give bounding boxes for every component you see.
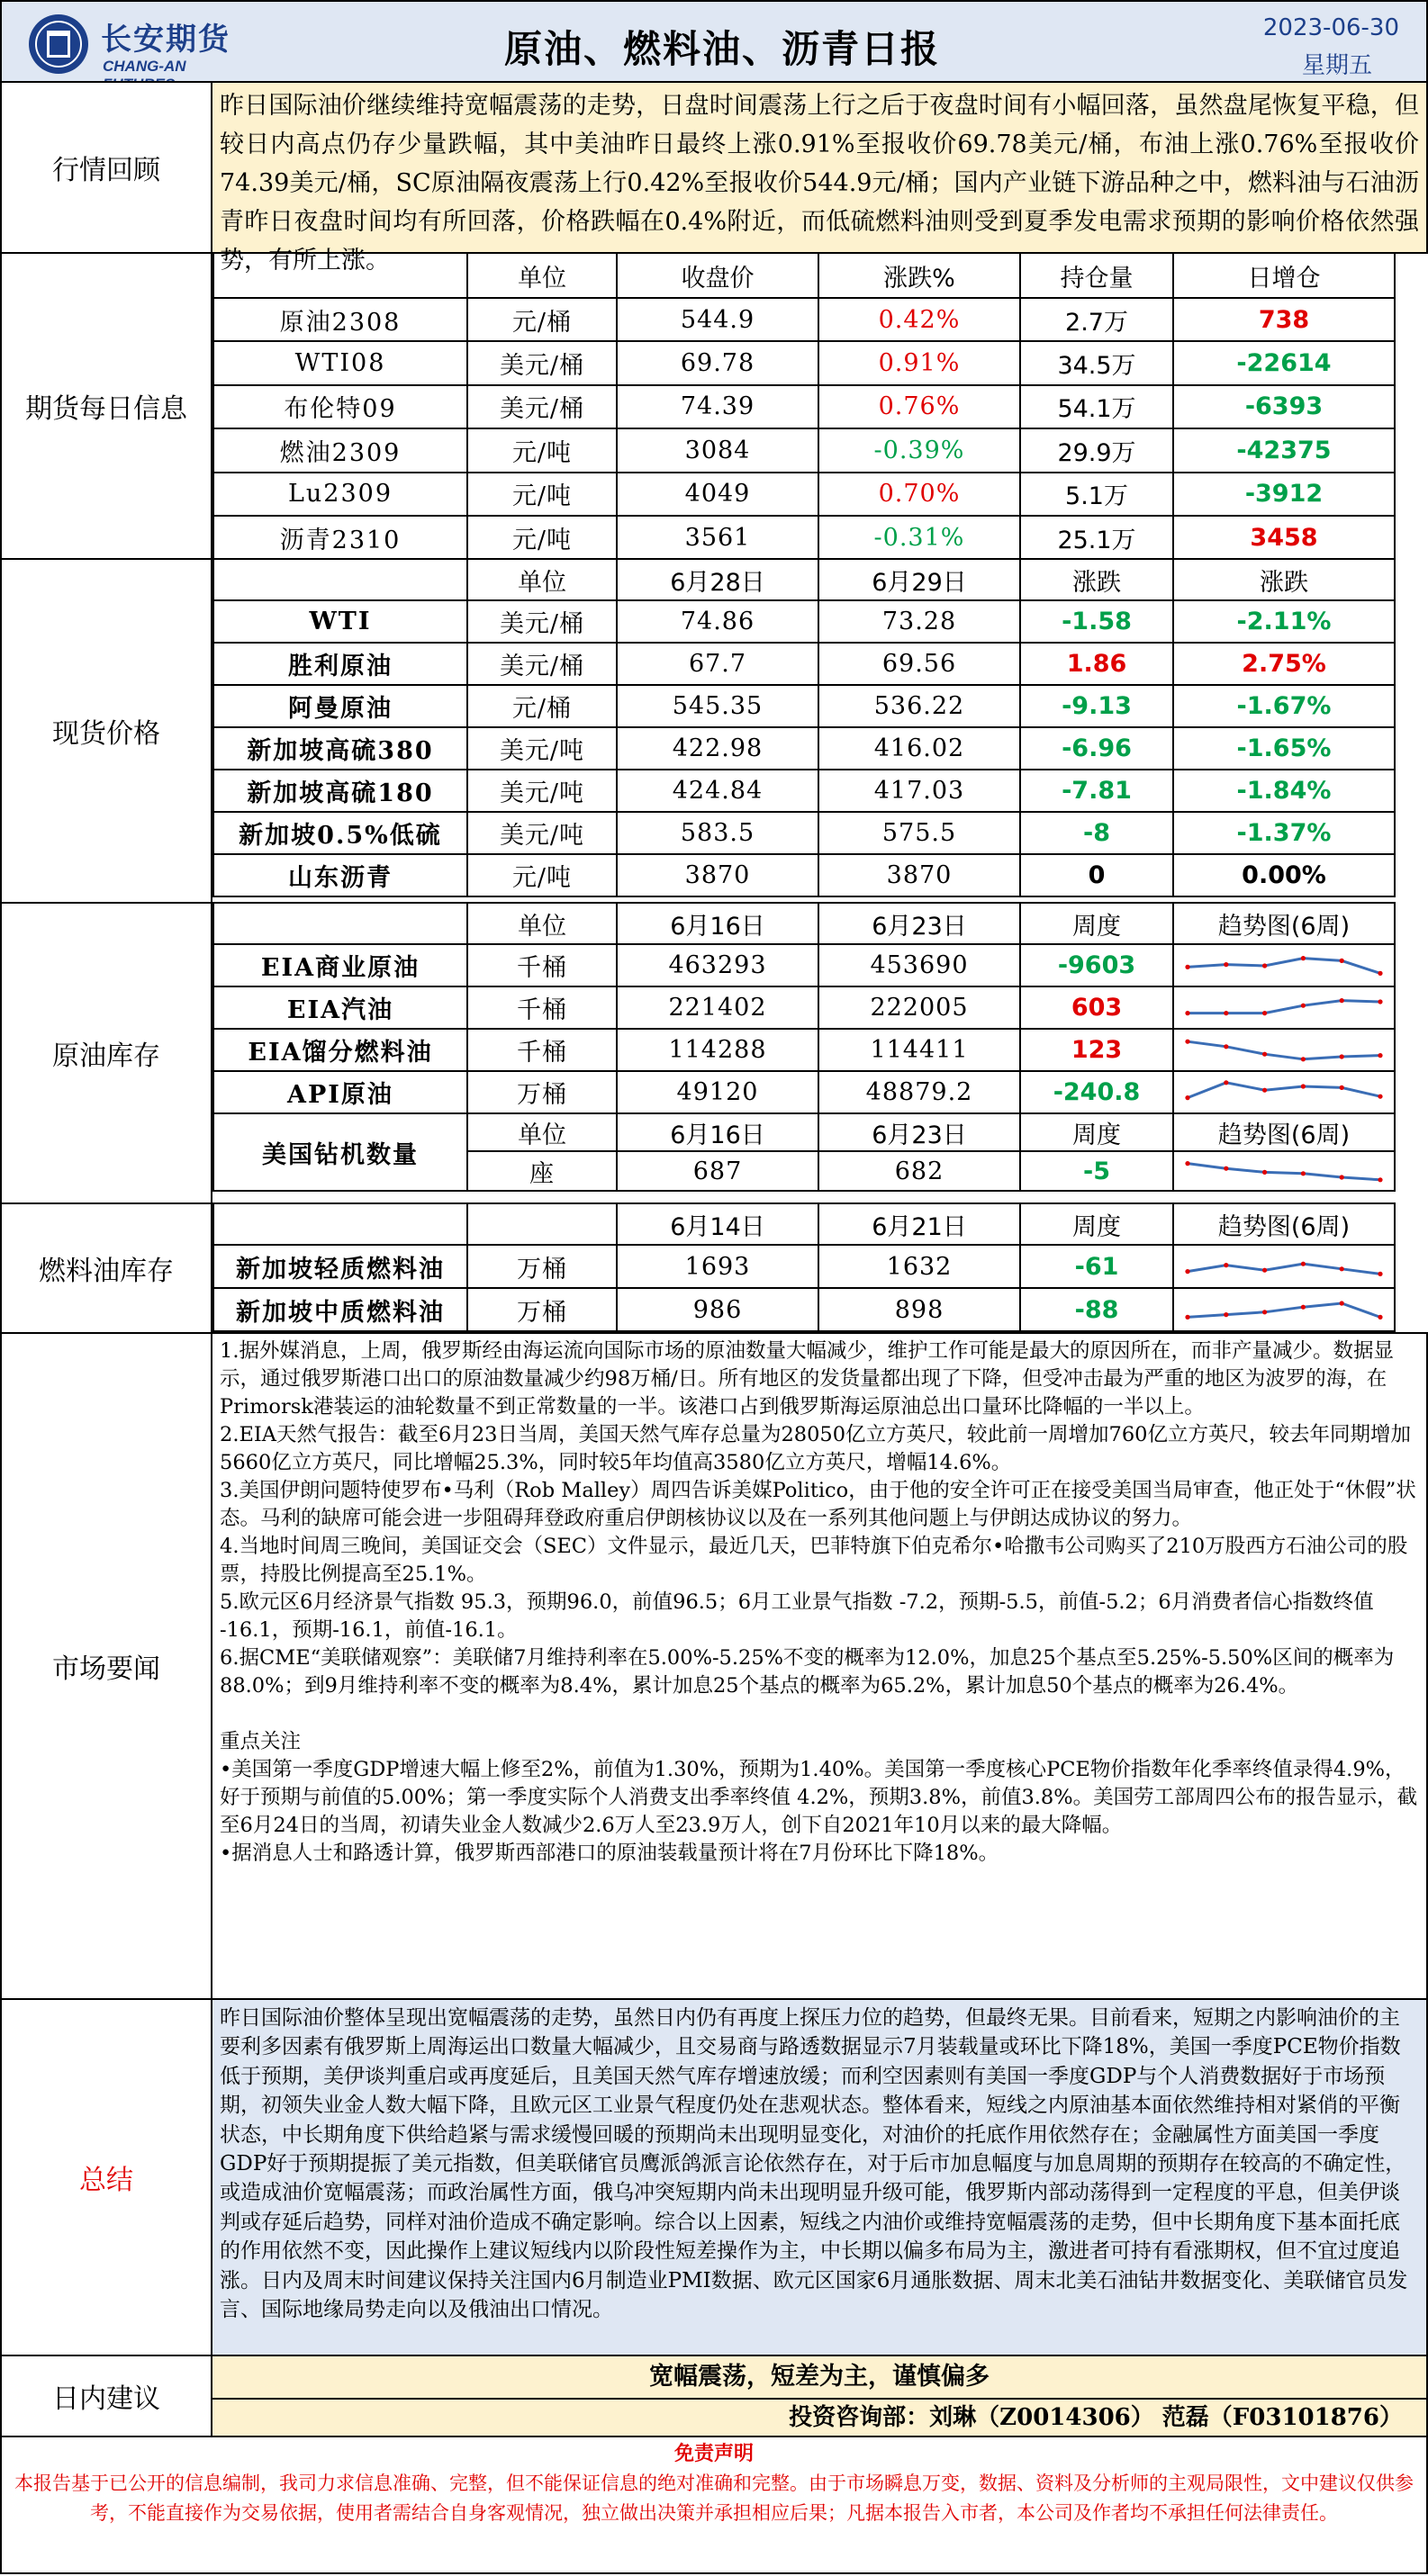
section-label: 日内建议 [0, 2355, 212, 2437]
inventory-week1: 49120 [617, 1071, 818, 1113]
trend-point [1262, 1087, 1267, 1092]
price-day2: 536.22 [818, 685, 1020, 727]
trend-point [1301, 1171, 1306, 1175]
news-item: 3.美国伊朗问题特使罗布•马利（Rob Malley）周四告诉美媒Politico，由于他的安全许可正在接受美国当局审查，他正处于“休假”状态。马利的缺席可能会进一步阻碍拜登政府重启伊朗核协议以及在一系列其他问题上与伊朗达成协议的努力。 [220, 1479, 1416, 1530]
disclaimer-title: 免责声明 [673, 2443, 754, 2465]
daily-oi-change: 3458 [1173, 516, 1395, 559]
rig-header-cell: 6月16日 [617, 1113, 818, 1151]
fuel-header-cell [213, 1203, 467, 1245]
spot-row [213, 727, 1395, 770]
report-weekday: 星期五 [1301, 52, 1372, 79]
trend-point [1262, 1310, 1267, 1314]
spot-name: 新加坡高硫180 [213, 770, 467, 812]
futures-row [213, 385, 1395, 428]
contract-name: 沥青2310 [213, 516, 467, 559]
focus-item: •据消息人士和路透计算，俄罗斯西部港口的原油装载量预计将在7月份环比下降18%。 [220, 1842, 999, 1865]
trend-line [1188, 1303, 1380, 1317]
rig-header-cell: 周度 [1020, 1113, 1173, 1151]
unit-cell: 元/吨 [467, 428, 617, 472]
unit-cell: 元/吨 [467, 854, 617, 896]
price-day2: 416.02 [818, 727, 1020, 770]
price-day1: 422.98 [617, 727, 818, 770]
trend-cell [1173, 1245, 1395, 1288]
trend-line [1188, 1082, 1380, 1097]
consultant-line: 投资咨询部：刘琳（Z0014306） 范磊（F03101876） [212, 2400, 1428, 2437]
trend-point [1262, 1268, 1267, 1273]
rig-header-cell: 趋势图(6周) [1173, 1113, 1395, 1151]
daily-oi-change: -22614 [1173, 341, 1395, 384]
spot-row [213, 812, 1395, 854]
trend-point [1224, 962, 1228, 967]
spot-name: 胜利原油 [213, 643, 467, 685]
trend-line [1188, 958, 1380, 973]
company-logo [22, 11, 256, 77]
inventory-header-cell [213, 903, 467, 944]
trend-point [1185, 964, 1189, 968]
contract-name: WTI08 [213, 341, 467, 384]
inventory-header-cell: 6月23日 [818, 903, 1020, 944]
unit-cell: 美元/吨 [467, 770, 617, 812]
weekly-change: 603 [1020, 986, 1173, 1029]
trend-point [1378, 1053, 1382, 1058]
rig-week1: 687 [617, 1151, 818, 1191]
crude-inventory-section [0, 902, 1428, 1204]
market-news-body [212, 1332, 1428, 2000]
unit-cell: 美元/桶 [467, 341, 617, 384]
section-label: 原油库存 [0, 902, 212, 1204]
trend-point [1340, 1301, 1344, 1305]
unit-cell: 元/桶 [467, 298, 617, 341]
inventory-header-cell: 单位 [467, 903, 617, 944]
trend-point [1378, 1315, 1382, 1320]
spot-header-cell: 6月28日 [617, 559, 818, 600]
inventory-header-cell: 趋势图(6周) [1173, 903, 1395, 944]
fuel-name: 新加坡轻质燃料油 [213, 1245, 467, 1288]
price-change-pct: -1.84% [1173, 770, 1395, 812]
futures-header-cell: 日增仓 [1173, 253, 1395, 298]
trend-point [1301, 1084, 1306, 1088]
trend-point [1340, 1175, 1344, 1179]
spacer [220, 1700, 1419, 1728]
trend-point [1224, 1044, 1228, 1049]
trend-point [1224, 1263, 1228, 1267]
price-day2: 3870 [818, 854, 1020, 896]
inventory-week1: 114288 [617, 1029, 818, 1071]
weekly-change: -9603 [1020, 944, 1173, 986]
trend-point [1301, 1305, 1306, 1310]
unit-cell: 千桶 [467, 986, 617, 1029]
inventory-row [213, 1071, 1395, 1113]
fuel-header-cell: 趋势图(6周) [1173, 1203, 1395, 1245]
price-change-pct: 0.00% [1173, 854, 1395, 896]
price-change: -7.81 [1020, 770, 1173, 812]
unit-cell: 元/桶 [467, 685, 617, 727]
unit-cell: 座 [467, 1151, 617, 1191]
open-interest: 29.9万 [1020, 428, 1173, 472]
fuel-header-cell: 6月14日 [617, 1203, 818, 1245]
unit-cell: 美元/桶 [467, 600, 617, 643]
logo-cn-text: 长安期货 [101, 22, 230, 58]
trend-point [1185, 1269, 1189, 1274]
fuel-week1: 1693 [617, 1245, 818, 1288]
price-change-pct: -1.67% [1173, 685, 1395, 727]
inventory-row [213, 1029, 1395, 1071]
unit-cell: 元/吨 [467, 516, 617, 559]
inventory-week2: 48879.2 [818, 1071, 1020, 1113]
trend-point [1262, 1051, 1267, 1056]
trend-point [1224, 1011, 1228, 1015]
disclaimer [0, 2436, 1428, 2574]
market-news-section [0, 1332, 1428, 2000]
price-day2: 417.03 [818, 770, 1020, 812]
daily-oi-change: -3912 [1173, 473, 1395, 516]
trend-point [1185, 1011, 1189, 1015]
unit-cell: 美元/吨 [467, 727, 617, 770]
trend-sparkline [1180, 950, 1387, 982]
price-change-pct: -1.65% [1173, 727, 1395, 770]
change-pct: -0.31% [818, 516, 1020, 559]
rig-week2: 682 [818, 1151, 1020, 1191]
fuel-week1: 986 [617, 1288, 818, 1331]
trend-cell [1173, 1029, 1395, 1071]
news-item: 1.据外媒消息，上周，俄罗斯经由海运流向国际市场的原油数量大幅减少，维护工作可能是最大的原因所在，而非产量减少。数据显示，通过俄罗斯港口出口的原油数量减少约98万桶/日。所有地区的发货量都出现了下降，但受冲击最为严重的地区为波罗的海，在Primorsk港装运的油轮数量不到正常数量的一半。该港口占到俄罗斯海运原油总出口量环比降幅的一半以上。 [220, 1339, 1394, 1419]
trend-point [1378, 970, 1382, 975]
rig-count-name: 美国钻机数量 [213, 1113, 467, 1191]
rig-weekly-change: -5 [1020, 1151, 1173, 1191]
section-label: 期货每日信息 [0, 252, 212, 560]
futures-row [213, 473, 1395, 516]
unit-cell: 万桶 [467, 1245, 617, 1288]
inventory-header-cell: 周度 [1020, 903, 1173, 944]
fuel-week2: 898 [818, 1288, 1020, 1331]
trend-point [1301, 956, 1306, 960]
open-interest: 2.7万 [1020, 298, 1173, 341]
close-price: 69.78 [617, 341, 818, 384]
spot-name: WTI [213, 600, 467, 643]
inventory-week1: 463293 [617, 944, 818, 986]
trend-line [1188, 1000, 1380, 1013]
price-day1: 583.5 [617, 812, 818, 854]
trend-point [1262, 963, 1267, 968]
price-change: 0 [1020, 854, 1173, 896]
trend-cell [1173, 1288, 1395, 1331]
futures-row [213, 341, 1395, 384]
logo-en-text: CHANG-AN [103, 58, 186, 75]
trend-line [1188, 1164, 1380, 1180]
trend-sparkline [1180, 1076, 1387, 1109]
spot-header-cell: 涨跌 [1173, 559, 1395, 600]
report-header [0, 0, 1428, 83]
fuel-header-cell: 6月21日 [818, 1203, 1020, 1245]
inventory-name: EIA商业原油 [213, 944, 467, 986]
trend-point [1378, 999, 1382, 1004]
spot-row [213, 600, 1395, 643]
spot-row [213, 854, 1395, 896]
trend-cell [1173, 1151, 1395, 1191]
close-price: 544.9 [617, 298, 818, 341]
trend-point [1301, 1003, 1306, 1007]
trend-cell [1173, 1071, 1395, 1113]
news-item: 5.欧元区6月经济景气指数 95.3，预期96.0，前值96.5；6月工业景气指数 -7.2，预期-5.5，前值-5.2；6月消费者信心指数终值 -16.1，预期-16.1，前值-16.1。 [220, 1590, 1374, 1642]
daily-oi-change: 738 [1173, 298, 1395, 341]
close-price: 4049 [617, 473, 818, 516]
trend-line [1188, 1264, 1380, 1274]
trend-sparkline [1180, 1034, 1387, 1067]
futures-header-cell: 涨跌% [818, 253, 1020, 298]
trend-sparkline [1180, 1250, 1387, 1283]
spot-row [213, 643, 1395, 685]
inventory-row [213, 986, 1395, 1029]
price-day1: 545.35 [617, 685, 818, 727]
spot-name: 新加坡高硫380 [213, 727, 467, 770]
price-day2: 73.28 [818, 600, 1020, 643]
inventory-week2: 453690 [818, 944, 1020, 986]
news-item: 2.EIA天然气报告：截至6月23日当周，美国天然气库存总量为28050亿立方英尺，较此前一周增加760亿立方英尺，较去年同期增加5660亿立方英尺，同比增幅25.3%，同时较5年均值高3580亿立方英尺，增幅14.6%。 [220, 1423, 1411, 1474]
focus-item: •美国第一季度GDP增速大幅上修至2%，前值为1.30%，预期为1.40%。美国第一季度核心PCE物价指数年化季率终值录得4.9%，好于预期与前值的5.00%；第一季度实际个人消费支出季率终值 4.2%，预期3.8%，前值3.8%。美国劳工部周四公布的报告显示，截至6月24日的当周，初请失业金人数减少2.6万人至23.9万人，创下自2021年10月以来的最大降幅。 [220, 1758, 1418, 1837]
disclaimer-text: 本报告基于已公开的信息编制，我司力求信息准确、完整，但不能保证信息的绝对准确和完整。由于市场瞬息万变，数据、资料及分析师的主观局限性，文中建议仅供参考，不能直接作为交易依据，使用者需结合自身客观情况，独立做出决策并承担相应后果；凡据本报告入市者，本公司及作者均不承担任何法律责任。 [14, 2472, 1414, 2524]
open-interest: 34.5万 [1020, 341, 1173, 384]
intraday-advice-section [0, 2355, 1428, 2437]
contract-name: 燃油2309 [213, 428, 467, 472]
weekly-change: -240.8 [1020, 1071, 1173, 1113]
spot-name: 阿曼原油 [213, 685, 467, 727]
spot-header-cell: 单位 [467, 559, 617, 600]
unit-cell: 美元/桶 [467, 643, 617, 685]
weekly-change: -61 [1020, 1245, 1173, 1288]
fuel-inventory-table [212, 1202, 1396, 1332]
trend-point [1185, 1161, 1189, 1166]
futures-header-cell: 单位 [467, 253, 617, 298]
rig-header-cell: 6月23日 [818, 1113, 1020, 1151]
fuel-header-cell: 周度 [1020, 1203, 1173, 1245]
crude-inventory-table [212, 902, 1396, 1192]
price-day1: 3870 [617, 854, 818, 896]
price-change: -8 [1020, 812, 1173, 854]
section-label: 总结 [0, 1998, 212, 2356]
fuel-week2: 1632 [818, 1245, 1020, 1288]
change-pct: 0.42% [818, 298, 1020, 341]
section-label: 行情回顾 [0, 81, 212, 254]
trend-point [1185, 1039, 1189, 1043]
inventory-name: EIA汽油 [213, 986, 467, 1029]
section-label: 燃料油库存 [0, 1202, 212, 1334]
spot-price-table [212, 558, 1396, 897]
price-day2: 69.56 [818, 643, 1020, 685]
weekly-change: -88 [1020, 1288, 1173, 1331]
futures-row [213, 516, 1395, 559]
section-label: 市场要闻 [0, 1332, 212, 2000]
daily-oi-change: -42375 [1173, 428, 1395, 472]
fuel-row [213, 1288, 1395, 1331]
inventory-week1: 221402 [617, 986, 818, 1029]
trend-point [1262, 1170, 1267, 1175]
trend-point [1378, 1272, 1382, 1276]
trend-point [1224, 1080, 1228, 1085]
futures-row [213, 298, 1395, 341]
daily-oi-change: -6393 [1173, 385, 1395, 428]
futures-table [212, 252, 1396, 560]
spot-header-cell [213, 559, 467, 600]
trend-point [1378, 1094, 1382, 1098]
advice-text: 宽幅震荡，短差为主，谨慎偏多 [212, 2355, 1428, 2400]
inventory-name: EIA馏分燃料油 [213, 1029, 467, 1071]
futures-header-cell [213, 253, 467, 298]
trend-cell [1173, 986, 1395, 1029]
weekly-change: 123 [1020, 1029, 1173, 1071]
trend-point [1340, 998, 1344, 1003]
rig-header-cell: 单位 [467, 1113, 617, 1151]
fuel-inventory-section [0, 1202, 1428, 1334]
fuel-row [213, 1245, 1395, 1288]
price-day1: 74.86 [617, 600, 818, 643]
contract-name: 布伦特09 [213, 385, 467, 428]
trend-point [1185, 1095, 1189, 1100]
trend-point [1340, 1085, 1344, 1089]
price-day2: 575.5 [818, 812, 1020, 854]
unit-cell: 元/吨 [467, 473, 617, 516]
news-item: 4.当地时间周三晚间，美国证交会（SEC）文件显示，最近几天，巴菲特旗下伯克希尔•哈撒韦公司购买了210万股西方石油公司的股票，持股比例提高至25.1%。 [220, 1535, 1408, 1586]
contract-name: 原油2308 [213, 298, 467, 341]
price-change-pct: -1.37% [1173, 812, 1395, 854]
change-pct: 0.70% [818, 473, 1020, 516]
inventory-header-cell: 6月16日 [617, 903, 818, 944]
price-change: 1.86 [1020, 643, 1173, 685]
fuel-name: 新加坡中质燃料油 [213, 1288, 467, 1331]
unit-cell: 美元/吨 [467, 812, 617, 854]
trend-point [1378, 1177, 1382, 1182]
change-pct: 0.91% [818, 341, 1020, 384]
trend-point [1301, 1262, 1306, 1266]
open-interest: 5.1万 [1020, 473, 1173, 516]
unit-cell: 千桶 [467, 944, 617, 986]
news-item: 6.据CME“美联储观察”：美联储7月维持利率在5.00%-5.25%不变的概率为12.0%，加息25个基点至5.25%-5.50%区间的概率为88.0%；到9月维持利率不变的概率为8.4%，累计加息25个基点的概率为65.2%，累计加息50个基点的概率为26.4%。 [220, 1646, 1395, 1698]
price-change-pct: 2.75% [1173, 643, 1395, 685]
price-change: -1.58 [1020, 600, 1173, 643]
unit-cell: 美元/桶 [467, 385, 617, 428]
inventory-week2: 222005 [818, 986, 1020, 1029]
futures-header-cell: 持仓量 [1020, 253, 1173, 298]
market-review-section [0, 81, 1428, 275]
trend-point [1340, 1266, 1344, 1271]
trend-cell [1173, 944, 1395, 986]
futures-row [213, 428, 1395, 472]
focus-title: 重点关注 [220, 1730, 302, 1753]
trend-point [1262, 1011, 1267, 1015]
price-day1: 67.7 [617, 643, 818, 685]
spot-section [0, 558, 1428, 904]
spot-header-cell: 6月29日 [818, 559, 1020, 600]
market-review-text: 昨日国际油价继续维持宽幅震荡的走势，日盘时间震荡上行之后于夜盘时间有小幅回落，虽然盘尾恢复平稳，但较日内高点仍存少量跌幅，其中美油昨日最终上涨0.91%至报收价69.78美元/桶，布油上涨0.76%至报收价74.39美元/桶，SC原油隔夜震荡上行0.42%至报收价544.9元/桶；国内产业链下游品种之中，燃料油与石油沥青昨日夜盘时间均有所回落，价格跌幅在0.4%附近，而低硫燃料油则受到夏季发电需求预期的影响价格依然强势，有所上涨。 [212, 81, 1428, 254]
spot-name: 山东沥青 [213, 854, 467, 896]
report-title: 原油、燃料油、沥青日报 [503, 27, 940, 71]
close-price: 74.39 [617, 385, 818, 428]
trend-point [1185, 1315, 1189, 1320]
trend-sparkline [1180, 1293, 1387, 1326]
trend-sparkline [1180, 992, 1387, 1024]
summary-section [0, 1998, 1428, 2356]
open-interest: 25.1万 [1020, 516, 1173, 559]
price-change: -6.96 [1020, 727, 1173, 770]
futures-header-cell: 收盘价 [617, 253, 818, 298]
open-interest: 54.1万 [1020, 385, 1173, 428]
change-pct: 0.76% [818, 385, 1020, 428]
change-pct: -0.39% [818, 428, 1020, 472]
price-change-pct: -2.11% [1173, 600, 1395, 643]
contract-name: Lu2309 [213, 473, 467, 516]
trend-point [1301, 1057, 1306, 1061]
logo-emblem-icon [29, 14, 88, 74]
inventory-name: API原油 [213, 1071, 467, 1113]
close-price: 3561 [617, 516, 818, 559]
summary-text: 昨日国际油价整体呈现出宽幅震荡的走势，虽然日内仍有再度上探压力位的趋势，但最终无果。目前看来，短期之内影响油价的主要利多因素有俄罗斯上周海运出口数量大幅减少，且交易商与路透数据显示7月装载量或环比下降18%，美国一季度PCE物价指数低于预期，美伊谈判重启或再度延后，且美国天然气库存增速放缓；而利空因素则有美国一季度GDP与个人消费数据好于市场预期，初领失业金人数大幅下降，且欧元区工业景气程度仍处在悲观状态。整体看来，短线之内原油基本面依然维持相对紧俏的平衡状态，中长期角度下供给趋紧与需求缓慢回暖的预期尚未出现明显变化，对油价的托底作用依然存在；金融属性方面美国一季度GDP好于预期提振了美元指数，但美联储官员鹰派鸽派言论依然存在，对于后市加息幅度与加息周期的预期存在较高的不确定性，或造成油价宽幅震荡；而政治属性方面，俄乌冲突短期内尚未出现明显升级可能，俄罗斯内部动荡得到一定程度的平息，但美伊谈判或存延后趋势，同样对油价造成不确定影响。综合以上因素，短线之内油价或维持宽幅震荡的走势，但中长期角度下基本面托底的作用依然不变，因此操作上建议短线内以阶段性短差操作为主，中长期以偏多布局为主，激进者可持有看涨期权，但不宜过度追涨。日内及周末时间建议保持关注国内6月制造业PMI数据、欧元区国家6月通胀数据、周末北美石油钻井数据变化、美联储官员发言、国际地缘局势走向以及俄油出口情况。 [212, 1998, 1428, 2356]
trend-line [1188, 1041, 1380, 1059]
fuel-header-cell [467, 1203, 617, 1245]
unit-cell: 万桶 [467, 1071, 617, 1113]
rig-trend-sparkline [1180, 1155, 1387, 1187]
trend-point [1340, 1054, 1344, 1058]
price-day1: 424.84 [617, 770, 818, 812]
section-label: 现货价格 [0, 558, 212, 904]
trend-point [1340, 958, 1344, 962]
inventory-row [213, 944, 1395, 986]
report-date: 2023-06-30 [1262, 14, 1399, 41]
spot-row [213, 685, 1395, 727]
trend-point [1224, 1312, 1228, 1317]
trend-point [1224, 1166, 1228, 1171]
unit-cell: 千桶 [467, 1029, 617, 1071]
close-price: 3084 [617, 428, 818, 472]
unit-cell: 万桶 [467, 1288, 617, 1331]
price-change: -9.13 [1020, 685, 1173, 727]
inventory-week2: 114411 [818, 1029, 1020, 1071]
futures-section [0, 252, 1428, 560]
spot-name: 新加坡0.5%低硫 [213, 812, 467, 854]
spot-header-cell: 涨跌 [1020, 559, 1173, 600]
spot-row [213, 770, 1395, 812]
